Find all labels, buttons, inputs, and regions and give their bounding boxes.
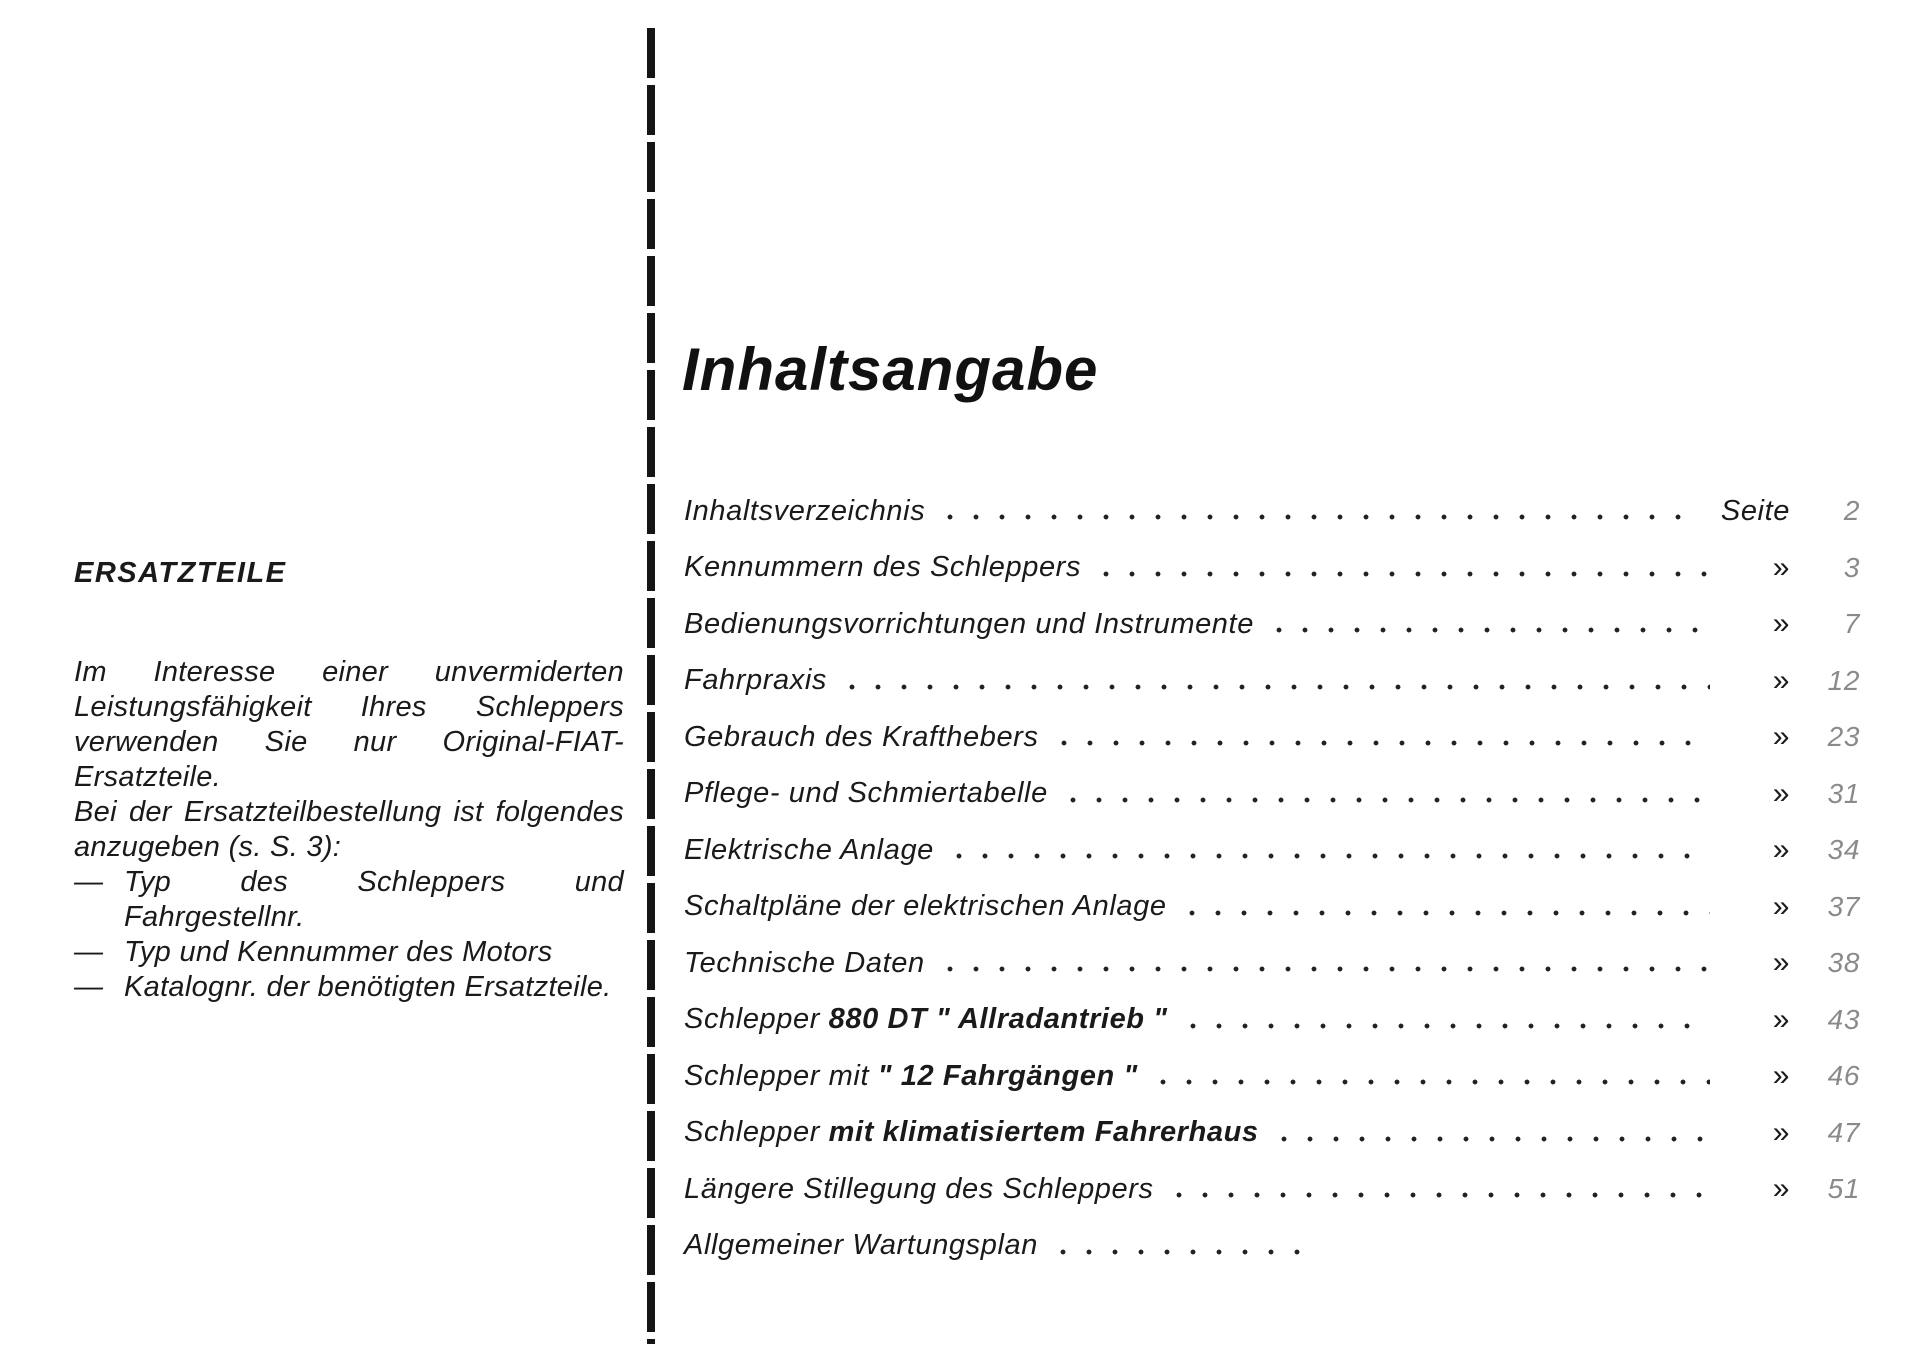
toc-row[interactable] bbox=[684, 766, 1860, 823]
toc-row[interactable] bbox=[684, 1161, 1860, 1218]
toc-row[interactable] bbox=[684, 483, 1860, 540]
toc-row[interactable] bbox=[684, 879, 1860, 936]
bullet-item bbox=[74, 935, 624, 970]
toc-leader-dots bbox=[1180, 1011, 1710, 1041]
toc-page-number: 47 bbox=[1827, 1116, 1860, 1148]
toc-row[interactable] bbox=[684, 822, 1860, 879]
toc-page-number: 51 bbox=[1827, 1173, 1860, 1205]
toc-label-bold: 880 DT " Allradantrieb " bbox=[828, 1003, 1168, 1036]
toc-ditto-mark: » bbox=[1772, 720, 1790, 754]
toc-label: Gebrauch des Krafthebers bbox=[684, 721, 1051, 754]
toc-ditto-mark: » bbox=[1772, 889, 1790, 923]
toc-row[interactable] bbox=[684, 992, 1860, 1049]
toc-leader-dots bbox=[1093, 559, 1710, 589]
toc-leader-dots bbox=[1050, 1237, 1310, 1267]
toc-page-number: 43 bbox=[1827, 1003, 1860, 1035]
toc-page-number: 12 bbox=[1827, 664, 1860, 696]
toc-ditto-mark: » bbox=[1772, 550, 1790, 584]
toc-leader-dots bbox=[1166, 1180, 1710, 1210]
toc-row[interactable] bbox=[684, 540, 1860, 597]
spare-parts-intro: Im Interesse einer unvermiderten Leistungsfähigkeit Ihres Schleppers verwenden Sie nur Original-FIAT-Ersatzteile. bbox=[74, 656, 624, 793]
toc-ditto-mark: » bbox=[1772, 776, 1790, 810]
toc-row[interactable] bbox=[684, 653, 1860, 710]
toc-label: Inhaltsverzeichnis bbox=[684, 495, 937, 528]
toc-page-number: 7 bbox=[1843, 608, 1860, 640]
toc-ditto-mark: » bbox=[1772, 1059, 1790, 1093]
spare-parts-bullets bbox=[74, 865, 624, 1005]
spare-parts-heading: ERSATZTEILE bbox=[74, 557, 287, 589]
bullet-item bbox=[74, 970, 624, 1005]
toc-leader-dots bbox=[1060, 785, 1710, 815]
toc-row[interactable] bbox=[684, 1105, 1860, 1162]
toc-label: Allgemeiner Wartungsplan bbox=[684, 1229, 1050, 1262]
toc-ditto-mark: » bbox=[1772, 1115, 1790, 1149]
toc-label: Schaltpläne der elektrischen Anlage bbox=[684, 890, 1179, 923]
toc-label bbox=[684, 1116, 1271, 1149]
toc-page-number: 31 bbox=[1827, 777, 1860, 809]
toc-ditto-mark: » bbox=[1772, 833, 1790, 867]
bullet-dash: — bbox=[74, 936, 104, 968]
bullet-dash: — bbox=[74, 866, 104, 898]
toc-page-number: 38 bbox=[1827, 947, 1860, 979]
toc-page-number: 34 bbox=[1827, 834, 1860, 866]
bullet-text: Typ und Kennummer des Motors bbox=[124, 936, 553, 968]
toc-label-bold: " 12 Fahrgängen " bbox=[877, 1059, 1138, 1092]
bullet-text: Katalognr. der benötigten Ersatzteile. bbox=[124, 971, 612, 1003]
toc-row[interactable] bbox=[684, 935, 1860, 992]
toc-label-plain: Schlepper bbox=[684, 1003, 829, 1036]
toc-row[interactable] bbox=[684, 1218, 1860, 1275]
toc-page-number: 46 bbox=[1827, 1060, 1860, 1092]
vertical-separator bbox=[647, 28, 655, 1344]
toc-leader-dots bbox=[937, 502, 1690, 532]
toc-leader-dots bbox=[1150, 1067, 1710, 1097]
spare-parts-order-note: Bei der Ersatzteilbestellung ist folgendes anzugeben (s. S. 3): bbox=[74, 796, 624, 863]
toc-leader-dots bbox=[839, 672, 1710, 702]
table-of-contents bbox=[684, 483, 1860, 1274]
toc-leader-dots bbox=[946, 841, 1710, 871]
toc-leader-dots bbox=[937, 954, 1710, 984]
spare-parts-section bbox=[74, 556, 624, 1005]
toc-label: Kennummern des Schleppers bbox=[684, 551, 1093, 584]
toc-row[interactable] bbox=[684, 1048, 1860, 1105]
bullet-dash: — bbox=[74, 971, 104, 1003]
toc-page-number: 3 bbox=[1843, 551, 1860, 583]
toc-page-number: 2 bbox=[1843, 495, 1860, 527]
toc-page-word: Seite bbox=[1720, 494, 1790, 527]
page-title: Inhaltsangabe bbox=[682, 336, 1099, 403]
toc-label: Bedienungsvorrichtungen und Instrumente bbox=[684, 608, 1266, 641]
toc-label-plain: Schlepper mit bbox=[684, 1059, 878, 1092]
toc-leader-dots bbox=[1271, 1124, 1710, 1154]
bullet-item bbox=[74, 865, 624, 935]
toc-ditto-mark: » bbox=[1772, 663, 1790, 697]
toc-label: Technische Daten bbox=[684, 947, 937, 980]
toc-ditto-mark: » bbox=[1772, 607, 1790, 641]
toc-page-number: 23 bbox=[1827, 721, 1860, 753]
toc-row[interactable] bbox=[684, 709, 1860, 766]
toc-label: Längere Stillegung des Schleppers bbox=[684, 1173, 1166, 1206]
toc-leader-dots bbox=[1051, 728, 1710, 758]
toc-label: Elektrische Anlage bbox=[684, 834, 946, 867]
toc-label: Pflege- und Schmiertabelle bbox=[684, 777, 1060, 810]
toc-label-bold: mit klimatisiertem Fahrerhaus bbox=[828, 1116, 1259, 1149]
toc-label bbox=[684, 1003, 1180, 1036]
toc-leader-dots bbox=[1266, 615, 1710, 645]
toc-label bbox=[684, 1060, 1150, 1093]
toc-ditto-mark: » bbox=[1772, 946, 1790, 980]
toc-ditto-mark: » bbox=[1772, 1002, 1790, 1036]
toc-page-number: 37 bbox=[1827, 890, 1860, 922]
toc-label: Fahrpraxis bbox=[684, 664, 839, 697]
toc-row[interactable] bbox=[684, 596, 1860, 653]
bullet-text: Typ des Schleppers und Fahrgestellnr. bbox=[124, 866, 624, 933]
toc-leader-dots bbox=[1179, 898, 1710, 928]
toc-ditto-mark: » bbox=[1772, 1172, 1790, 1206]
toc-label-plain: Schlepper bbox=[684, 1116, 829, 1149]
